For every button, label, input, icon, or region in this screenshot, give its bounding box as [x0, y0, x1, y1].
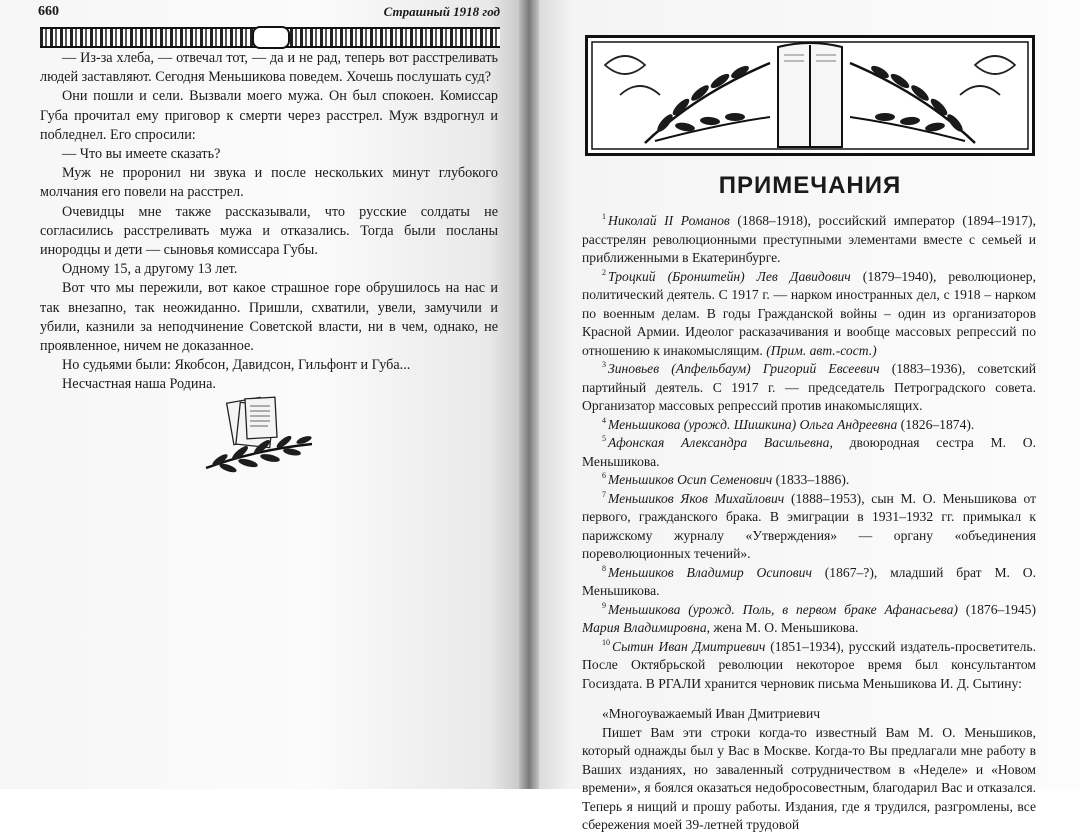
note-item — [582, 490, 1036, 564]
note-name: Николай II Романов — [608, 213, 730, 228]
paragraph: Они пошли и сели. Вызвали моего мужа. Он был спокоен. Комиссар Губа прочитал ему приговор к смерти через расстрел. Муж вздрогнул и побледнел. Его спросили: — [40, 88, 498, 143]
note-text: (1833–1886). — [772, 472, 850, 487]
note-item — [582, 564, 1036, 601]
note-number: 2 — [602, 267, 606, 277]
note-name: Меньшикова (урожд. Поль, в первом браке Афанасьева) — [608, 601, 958, 617]
note-name: Меньшиков Яков Михайлович — [608, 490, 785, 506]
note-number: 4 — [602, 415, 606, 425]
papers-laurel-vignette-icon — [200, 390, 320, 480]
note-text: (1826–1874). — [897, 416, 975, 432]
running-head — [38, 4, 500, 24]
note-name: Афонская Александра Васильевна — [608, 435, 830, 450]
paragraph: Несчастная наша Родина. — [62, 376, 216, 393]
letter-body: Пишет Вам эти строки когда-то известный Вам М. О. Меньшиков, который однажды был у Вас в Москве. Когда-то Вы предлагали мне работу в Ваших изданиях, но заваленный сотрудничеством в «Неделе» и «Новом времени», я боялся оказаться недобросовестным, благодарил Вас и отказался. Теперь я нищий и прошу работы. Издания, где я трудился, разгромлены, все сбережения моей 39-летней трудовой — [582, 724, 1036, 832]
note-number: 7 — [602, 489, 606, 499]
note-name: Сытин Иван Дмитриевич — [612, 638, 766, 654]
note-name: Троцкий (Бронштейн) Лев Давидович — [608, 268, 851, 284]
notes-list — [582, 212, 1036, 835]
note-number: 8 — [602, 563, 606, 573]
note-item — [582, 268, 1036, 361]
note-name: Меньшикова (урожд. Шишкина) Ольга Андреевна — [608, 416, 898, 432]
note-item — [582, 212, 1036, 268]
note-item — [582, 601, 1036, 638]
note-number: 6 — [602, 471, 606, 481]
note-name: Зиновьев (Апфельбаум) Григорий Евсеевич — [608, 361, 880, 376]
letter-salutation: «Многоуважаемый Иван Дмитриевич — [602, 706, 821, 721]
note-item — [582, 434, 1036, 471]
left-page-text — [40, 49, 498, 395]
running-title: Страшный 1918 год — [383, 4, 500, 19]
paragraph: — Что вы имеете сказать? — [62, 146, 221, 163]
note-text: (1888–1953), сын М. О. Меньшикова от первого, гражданского брака. В эмиграции в 1931–1932 гг. примыкал к парижскому журналу «Утверждения» — органу «объединения пореволюционных течений». — [582, 490, 1037, 561]
note-item — [582, 638, 1036, 694]
note-item — [582, 360, 1036, 416]
note-name: Мария Владимировна — [582, 620, 707, 635]
note-text: (1867–?), младший брат М. О. Меньшикова. — [582, 564, 1036, 598]
note-remark: (Прим. авт.-сост.) — [766, 342, 877, 358]
ornament-band-icon — [40, 27, 500, 48]
note-name: Меньшиков Осип Семенович — [608, 472, 773, 487]
note-number: 5 — [602, 434, 606, 444]
notes-heading: ПРИМЕЧАНИЯ — [718, 172, 902, 199]
note-text: , жена М. О. Меньшикова. — [706, 620, 859, 635]
note-text: (1851–1934), русский издатель-просветитель. После Октябрьской революции некоторое время был консультантом Госиздата. В РГАЛИ хранится черновик письма Меньшикова И. Д. Сытину: — [582, 638, 1036, 691]
note-number: 10 — [602, 637, 610, 647]
note-text: (1868–1918), российский император (1894–1917), расстрелян революционными преступными элементами вместе с семьей и приближенными в Екатеринбурге. — [582, 213, 1036, 265]
note-item — [582, 471, 1036, 490]
note-item — [582, 416, 1036, 435]
note-text: (1879–1940), революционер, политический деятель. С 1917 г. — нарком иностранных дел, с 1918 – нарком по военным делам. В годы Гражданской войны – один из организаторов Красной Армии. Идеолог расказачивания и вообще массовых репрессий по отношению к инакомыслящим. — [582, 268, 1036, 358]
paragraph: Очевидцы мне также рассказывали, что русские солдаты не согласились расстреливать мужа и отказались. Тогда были посланы инородцы и дети — сыновья комиссара Губы. — [40, 203, 498, 259]
note-name: Меньшиков Владимир Осипович — [608, 564, 812, 580]
paragraph: Но судьями были: Якобсон, Давидсон, Гильфонт и Губа... — [62, 357, 411, 374]
note-text: (1883–1936), советский партийный деятель. С 1917 г. — председатель Петроградского совета. Организатор массовых репрессий против инакомыслящих. — [582, 361, 1036, 413]
paragraph: Вот что мы пережили, вот какое страшное горе обрушилось на нас и так внезапно, так неожиданно. Пришли, схватили, увели, замучили и убили, казнили за неподчинение Советской власти, ни в чем, однако, не проявленное, ничем не доказанное. — [40, 280, 498, 355]
paragraph: — Из-за хлеба, — отвечал тот, — да и не рад, теперь вот расстреливать людей заставляют. Сегодня Меньшикова поведем. Хочешь послушать суд? — [40, 50, 498, 86]
paragraph: Муж не проронил ни звука и после нескольких минут глубокого молчания его повели на расстрел. — [40, 165, 498, 201]
page-number: 660 — [38, 4, 59, 19]
left-page — [0, 0, 520, 789]
book-gutter — [519, 0, 539, 789]
note-text: (1876–1945) — [957, 601, 1037, 617]
note-number: 1 — [602, 212, 606, 222]
open-book-laurel-banner-icon — [585, 35, 1035, 156]
note-number: 9 — [602, 600, 606, 610]
paragraph: Одному 15, а другому 13 лет. — [62, 261, 238, 278]
note-number: 3 — [602, 360, 606, 370]
note-text: , двоюродная сестра М. О. Меньшикова. — [582, 435, 1036, 469]
